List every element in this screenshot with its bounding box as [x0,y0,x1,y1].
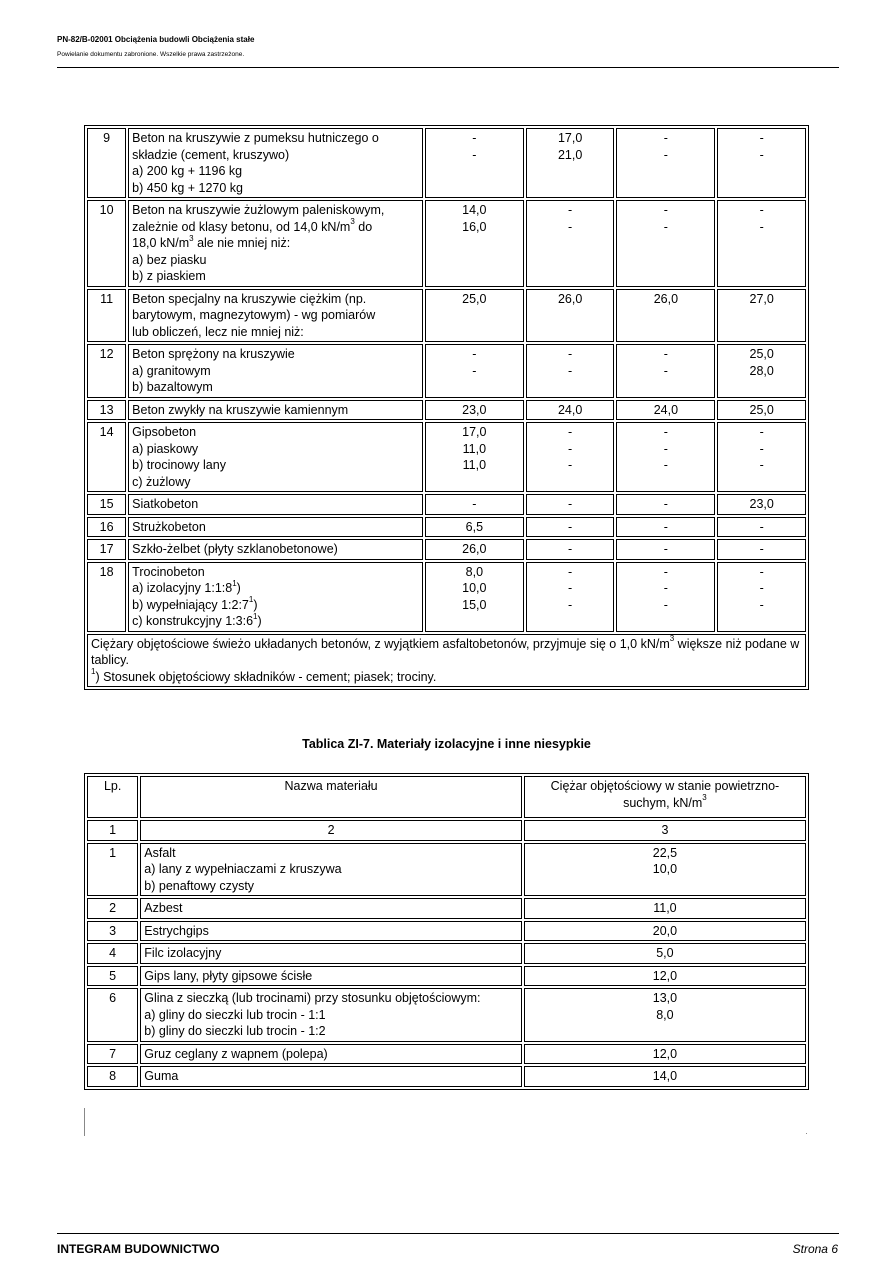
weight-value: 24,0 [557,402,583,417]
table-row [87,921,806,942]
description-line: b) gliny do sieczki lub trocin - 1:2 [144,1024,326,1038]
weight-value-cell [717,289,806,343]
weight-value-cell [425,400,524,421]
weight-value: 5,0 [656,946,674,960]
table-row [87,843,806,897]
weight-value-cell [717,494,806,515]
description-line: a) piaskowy [132,441,199,456]
weight-value: - [472,347,477,361]
description-line: Beton na kruszywie z pumeksu hutniczego o [132,131,379,145]
row-number: 2 [87,898,138,919]
weight-value: - [663,497,668,511]
page-edge-dot [806,1133,807,1134]
weight-value: - [663,363,668,378]
weight-value-cell [524,898,806,919]
table-row [87,562,806,632]
row-number: 13 [87,400,126,421]
note-text: Ciężary objętościowe świeżo układanych betonów, z wyjątkiem asfaltobetonów, przyjmuje się o 1,0 kN/m [91,636,670,651]
weight-value-cell [526,128,615,198]
weight-value: - [568,581,573,595]
description-line: Guma [144,1069,179,1083]
weight-value-cell [524,921,806,942]
header-unit-weight: Ciężar objętościowy w stanie powietrzno-suchym, $kN/m^3$ [524,776,806,818]
table-row [87,128,806,198]
weight-value: - [759,581,764,595]
description-line: b) 450 kg + 1270 kg [132,180,244,195]
table-row [87,517,806,538]
weight-value-cell [425,344,524,398]
row-number: 7 [87,1044,138,1065]
weight-value-cell [717,539,806,560]
table-row [87,539,806,560]
header-lp: Lp. [87,776,138,818]
weight-value-cell [524,1066,806,1087]
table-row [87,1066,806,1087]
weight-value: - [472,147,477,162]
row-number: 10 [87,200,126,287]
index-cell: 2 [140,820,522,841]
table-header-row [87,776,806,818]
weight-value-cell [526,517,615,538]
copyright-notice: Powielanie dokumentu zabronione. Wszelkie prawa zastrzeżone. [57,51,245,58]
note-superscript: 3 [669,634,675,644]
description-line: Beton na kruszywie żużlowym paleniskowym, [132,203,385,217]
weight-value: 13,0 [652,991,678,1005]
weight-value: - [759,441,764,456]
weight-value-cell [425,539,524,560]
weight-value-cell [526,539,615,560]
material-description [128,494,423,515]
weight-value-cell [717,517,806,538]
description-line: Glina z sieczką (lub trocinami) przy stosunku objętościowym: [144,991,481,1005]
index-cell: 1 [87,820,138,841]
weight-value-cell [524,966,806,987]
weight-value: - [759,425,764,439]
weight-value: - [663,581,668,595]
material-description [128,539,423,560]
table-row [87,898,806,919]
weight-value-cell [425,289,524,343]
weight-value: 22,5 [652,845,678,860]
weight-value-cell [425,128,524,198]
weight-value: - [759,597,764,612]
weight-value-cell [524,1044,806,1065]
weight-value: - [759,203,764,217]
weight-value: 12,0 [652,968,678,983]
footer-publisher: INTEGRAM BUDOWNICTWO [57,1242,220,1256]
header-divider [57,67,839,68]
description-line: a) 200 kg + 1196 kg [132,164,243,178]
material-description [128,344,423,398]
description-line: Filc izolacyjny [144,946,222,960]
material-name [140,843,522,897]
description-line: Asfalt [144,845,176,860]
table-row [87,400,806,421]
weight-value: 8,0 [465,564,484,579]
description-line: Gipsobeton [132,425,197,439]
weight-value: 11,0 [462,458,487,472]
weight-value: - [663,425,668,439]
description-line: zależnie od klasy betonu, od 14,0 $kN/m^3$ do [132,217,373,234]
row-number: 11 [87,289,126,343]
weight-value: - [663,147,668,162]
weight-value: 14,0 [462,203,487,217]
material-name [140,1066,522,1087]
description-line: b) wypełniający $1:2:7^1$) [132,595,258,612]
material-name [140,943,522,964]
weight-value: 25,0 [749,347,774,361]
weight-value-cell [717,344,806,398]
weight-value: - [568,363,573,378]
material-name [140,966,522,987]
weight-value: 25,0 [749,402,774,417]
weight-value-cell [616,400,715,421]
weight-value-cell [616,494,715,515]
row-number: 6 [87,988,138,1042]
header-material-name: Nazwa materiału [140,776,522,818]
weight-value-cell [526,422,615,492]
weight-value-cell [524,988,806,1042]
row-number: 18 [87,562,126,632]
weight-value: 12,0 [652,1046,678,1061]
weight-value-cell [717,422,806,492]
weight-value: 16,0 [462,219,487,234]
description-line: b) bazaltowym [132,380,213,394]
weight-value: - [663,564,668,579]
weight-value-cell [425,562,524,632]
material-description [128,289,423,343]
weight-value: - [759,564,764,579]
weight-value: 25,0 [462,291,487,306]
insulation-materials-table [84,773,809,1090]
weight-value: - [472,131,477,145]
footer-divider [57,1233,839,1234]
weight-value: 6,5 [465,519,484,534]
table-note [87,634,806,688]
weight-value: - [759,542,764,556]
weight-value-cell [717,400,806,421]
material-description [128,128,423,198]
weight-value-cell [526,289,615,343]
row-number: 3 [87,921,138,942]
description-line: Trocinobeton [132,564,205,579]
weight-value-cell [425,200,524,287]
weight-value: 15,0 [462,597,487,612]
weight-value: 20,0 [652,923,678,938]
weight-value-cell [616,562,715,632]
table-note-row [87,634,806,688]
weight-value-cell [425,422,524,492]
weight-value-cell [526,400,615,421]
table-caption: Tablica ZI-7. Materiały izolacyjne i inne niesypkie [302,737,591,751]
weight-value: - [568,347,573,361]
weight-value-cell [616,344,715,398]
row-number: 16 [87,517,126,538]
material-description [128,562,423,632]
description-line: Beton sprężony na kruszywie [132,347,295,361]
material-name [140,921,522,942]
weight-value-cell [524,843,806,897]
weight-value: 26,0 [653,291,679,306]
description-line: c) konstrukcyjny $1:3:6^1$) [132,611,262,628]
weight-value: - [759,147,764,162]
weight-value: 23,0 [749,497,774,511]
description-line: a) gliny do sieczki lub trocin - 1:1 [144,1007,326,1022]
description-line: a) granitowym [132,363,211,378]
weight-value: 23,0 [462,402,487,417]
table-row [87,422,806,492]
description-line: a) izolacyjny $1:1:8^1$) [132,578,241,595]
weight-value: - [568,219,573,234]
weight-value: - [568,425,573,439]
weight-value: - [568,519,573,534]
weight-value: - [568,564,573,579]
footnote-mark: 1 [91,667,96,677]
description-line: b) penaftowy czysty [144,878,255,893]
weight-value: - [663,347,668,361]
table-row [87,200,806,287]
weight-value: - [663,219,668,234]
weight-value-cell [717,562,806,632]
description-line: c) żużlowy [132,474,191,489]
weight-value-cell [526,200,615,287]
footnote-text: ) Stosunek objętościowy składników - cement; piasek; trociny. [95,669,437,684]
weight-value-cell [425,494,524,515]
row-number: 4 [87,943,138,964]
material-description [128,517,423,538]
material-description [128,422,423,492]
table-row [87,494,806,515]
description-line: Azbest [144,901,183,915]
weight-value: - [663,597,668,612]
weight-value: 28,0 [749,363,774,378]
weight-value: 27,0 [749,291,774,306]
weight-value: 26,0 [462,542,487,556]
description-line: Gruz ceglany z wapnem (polepa) [144,1046,328,1061]
table-row [87,344,806,398]
weight-value-cell [526,494,615,515]
weight-value: - [759,458,764,472]
row-number: 15 [87,494,126,515]
weight-value: - [663,441,668,456]
weight-value: 24,0 [653,402,679,417]
table-row [87,1044,806,1065]
table-row [87,289,806,343]
weight-value: 17,0 [462,425,487,439]
row-number: 12 [87,344,126,398]
material-name [140,988,522,1042]
weight-value-cell [526,344,615,398]
weight-value-cell [717,128,806,198]
weight-value-cell [524,943,806,964]
weight-value: 10,0 [652,862,678,876]
row-number: 8 [87,1066,138,1087]
description-line: Strużkobeton [132,519,206,534]
weight-value: - [568,203,573,217]
weight-value: 14,0 [652,1069,678,1083]
note-text-end: większe niż podane w tablicy. [91,636,800,667]
document-title: PN-82/B-02001 Obciążenia budowli Obciążenia stałe [57,35,255,44]
weight-value: 26,0 [557,291,583,306]
description-line: Beton zwykły na kruszywie kamiennym [132,402,349,417]
description-line: lub obliczeń, lecz nie mniej niż: [132,324,304,339]
weight-value: - [472,363,477,378]
description-line: składzie (cement, kruszywo) [132,147,290,162]
weight-value-cell [526,562,615,632]
description-line: b) trocinowy lany [132,458,226,472]
weight-value-cell [717,200,806,287]
description-line: barytowym, magnezytowym) - wg pomiarów [132,308,376,322]
weight-value-cell [616,422,715,492]
weight-value-cell [616,128,715,198]
description-line: Beton specjalny na kruszywie ciężkim (np. [132,291,367,306]
description-line: a) lany z wypełniaczami z kruszywa [144,862,342,876]
description-line: Szkło-żelbet (płyty szklanobetonowe) [132,542,338,556]
row-number: 5 [87,966,138,987]
weight-value: - [568,458,573,472]
weight-value: 10,0 [462,581,487,595]
weight-value: - [759,131,764,145]
material-description [128,200,423,287]
description-line: 18,0 $kN/m^3$ ale nie mniej niż: [132,233,291,250]
material-description [128,400,423,421]
material-name [140,1044,522,1065]
description-line: Siatkobeton [132,497,199,511]
page-edge-mark [84,1108,85,1136]
weight-value: - [663,542,668,556]
description-line: a) bez piasku [132,252,207,267]
weight-value: - [568,597,573,612]
weight-value-cell [616,200,715,287]
weight-value: - [472,497,477,511]
weight-value: - [568,542,573,556]
weight-value: 17,0 [557,131,583,145]
weight-value: - [663,519,668,534]
row-number: 1 [87,843,138,897]
row-number: 17 [87,539,126,560]
material-name [140,898,522,919]
description-line: Gips lany, płyty gipsowe ścisłe [144,968,313,983]
column-index-row [87,820,806,841]
weight-value: - [568,497,573,511]
weight-value: - [663,203,668,217]
concrete-weights-table [84,125,809,690]
weight-value: - [663,458,668,472]
weight-value: 11,0 [462,441,487,456]
weight-value: - [663,131,668,145]
description-line: Estrychgips [144,923,209,938]
weight-value-cell [616,539,715,560]
weight-value: 21,0 [557,147,583,162]
weight-value: 11,0 [653,901,677,915]
table-row [87,966,806,987]
weight-value: - [568,441,573,456]
table-row [87,943,806,964]
description-line: b) z piaskiem [132,269,206,283]
weight-value-cell [616,289,715,343]
page-number: Strona 6 [792,1242,838,1256]
weight-value: - [759,219,764,234]
row-number: 9 [87,128,126,198]
weight-value-cell [425,517,524,538]
weight-value-cell [616,517,715,538]
weight-value: - [759,519,764,534]
row-number: 14 [87,422,126,492]
table-row [87,988,806,1042]
weight-value: 8,0 [656,1007,674,1022]
index-cell: 3 [524,820,806,841]
